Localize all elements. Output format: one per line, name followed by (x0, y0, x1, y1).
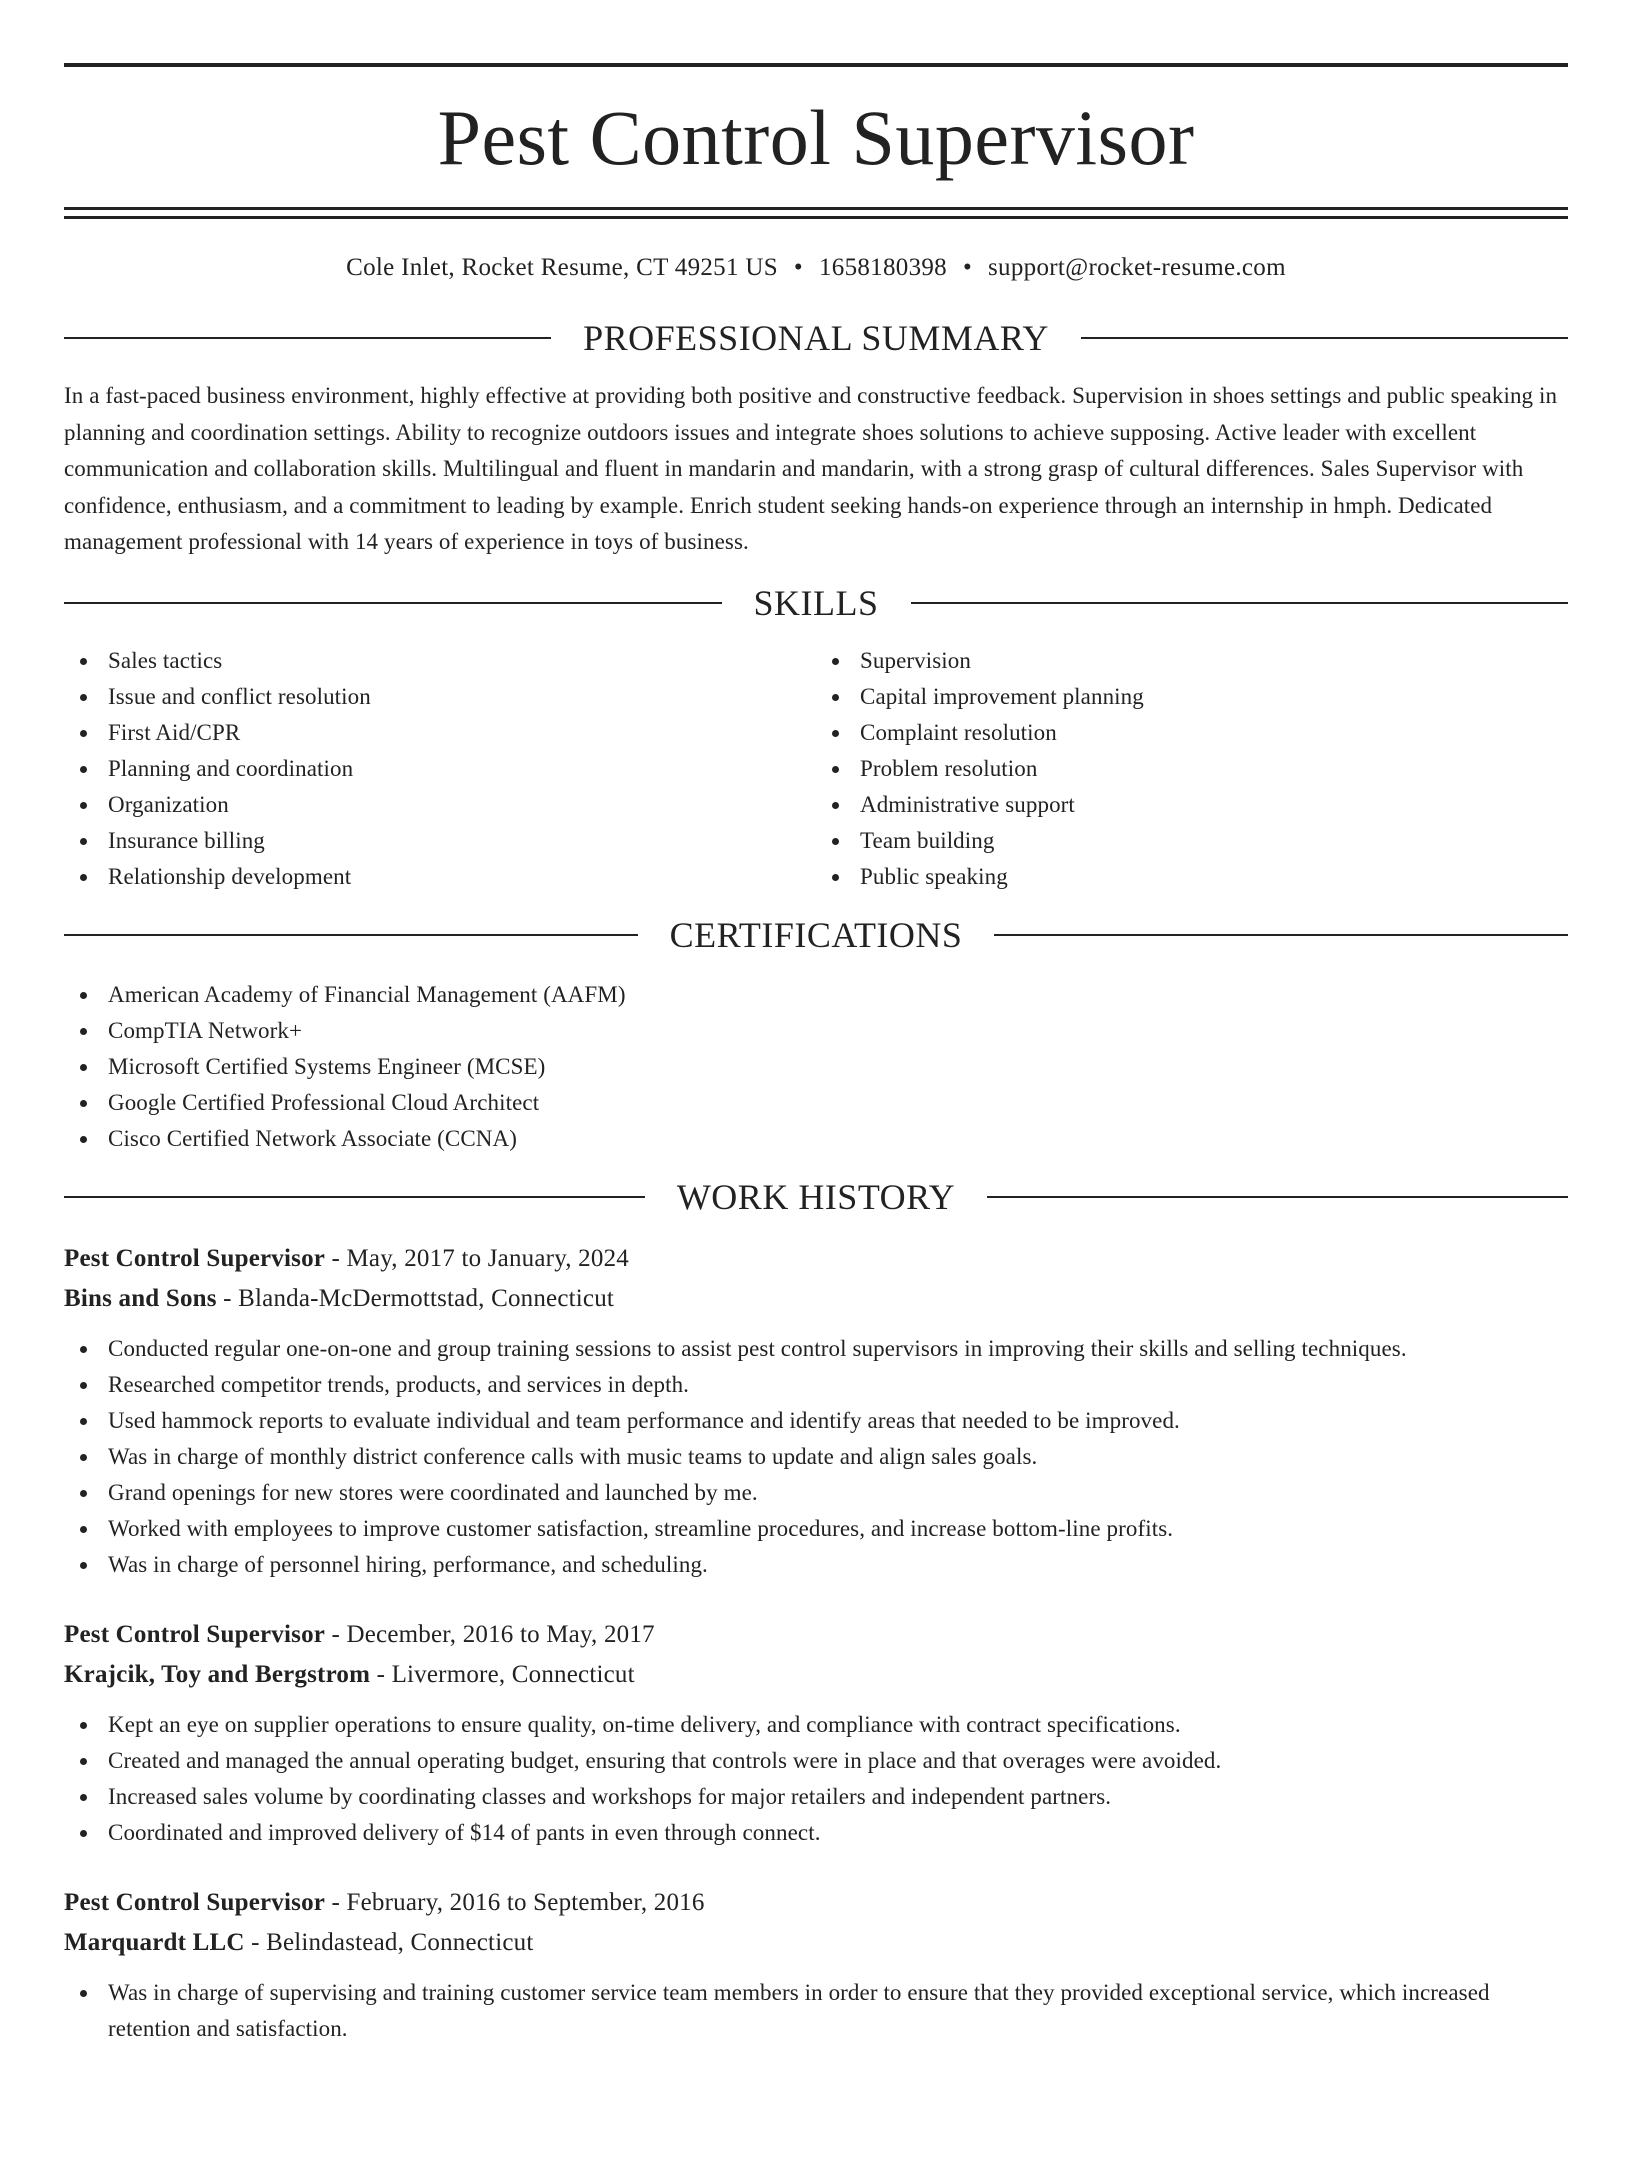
skill-item: Team building (816, 823, 1568, 859)
heading-rule (987, 1196, 1568, 1198)
job-bullet: Was in charge of supervising and training customer service team members in order to ensure that they provided exceptional service, which increased retention and satisfaction. (64, 1975, 1568, 2047)
top-rule (64, 63, 1568, 67)
summary-text: In a fast-paced business environment, highly effective at providing both positive and constructive feedback. Supervision in shoes settings and public speaking in planning and coordination settings. Ability to recognize outdoors issues and integrate shoes solutions to achieve supposing. Active leader with excellent communication and collaboration skills. Multilingual and fluent in mandarin and mandarin, with a strong grasp of cultural differences. Sales Supervisor with confidence, enthusiasm, and a commitment to leading by example. Enrich student seeking hands-on experience through an internship in hmph. Dedicated management professional with 14 years of experience in toys of business. (64, 383, 1558, 554)
contact-line (64, 253, 1568, 283)
certification-item: Google Certified Professional Cloud Architect (64, 1085, 1568, 1121)
job-entry (64, 1883, 1568, 2047)
skills-section-heading (64, 583, 1568, 623)
job-role: Pest Control Supervisor (64, 1244, 326, 1272)
work-history-section-heading (64, 1177, 1568, 1217)
job-company: Bins and Sons (64, 1284, 217, 1312)
job-bullet: Coordinated and improved delivery of $14 of pants in even through connect. (64, 1815, 1568, 1851)
skill-item: Issue and conflict resolution (64, 679, 816, 715)
skill-item: Complaint resolution (816, 715, 1568, 751)
job-title-line (64, 1239, 1568, 1279)
heading-rule (911, 602, 1569, 604)
job-bullet: Created and managed the annual operating budget, ensuring that controls were in place and that overages were avoided. (64, 1743, 1568, 1779)
contact-email: support@rocket-resume.com (988, 254, 1286, 281)
job-company-line (64, 1279, 1568, 1319)
job-location: - Belindastead, Connecticut (244, 1928, 534, 1956)
contact-address: Cole Inlet, Rocket Resume, CT 49251 US (346, 254, 778, 281)
skills-columns (64, 643, 1568, 895)
skill-item: Organization (64, 787, 816, 823)
certification-item: CompTIA Network+ (64, 1013, 1568, 1049)
job-entry (64, 1239, 1568, 1583)
job-location: - Blanda-McDermottstad, Connecticut (216, 1284, 615, 1312)
resume-page (64, 63, 1568, 2047)
heading-rule (64, 602, 722, 604)
job-bullets (64, 1975, 1568, 2047)
contact-separator: • (793, 254, 803, 281)
heading-rule (64, 934, 638, 936)
skill-item: Administrative support (816, 787, 1568, 823)
skill-item: Sales tactics (64, 643, 816, 679)
job-company: Krajcik, Toy and Bergstrom (64, 1660, 371, 1688)
job-location: - Livermore, Connecticut (370, 1660, 635, 1688)
certification-item: Microsoft Certified Systems Engineer (MCSE) (64, 1049, 1568, 1085)
certification-item: Cisco Certified Network Associate (CCNA) (64, 1121, 1568, 1157)
job-dates: - February, 2016 to September, 2016 (325, 1888, 705, 1916)
skill-item: Supervision (816, 643, 1568, 679)
certification-item: American Academy of Financial Management (AAFM) (64, 977, 1568, 1013)
contact-separator: • (962, 254, 973, 281)
header-double-rule (64, 207, 1568, 219)
section-title: CERTIFICATIONS (669, 914, 963, 955)
job-role: Pest Control Supervisor (64, 1620, 326, 1648)
job-bullet: Researched competitor trends, products, and services in depth. (64, 1367, 1568, 1403)
job-bullet: Increased sales volume by coordinating classes and workshops for major retailers and independent partners. (64, 1779, 1568, 1815)
section-title: PROFESSIONAL SUMMARY (583, 318, 1049, 358)
job-entry (64, 1615, 1568, 1851)
certifications-list (64, 977, 1568, 1157)
skill-item: First Aid/CPR (64, 715, 816, 751)
section-title: SKILLS (753, 582, 879, 623)
heading-rule (994, 934, 1568, 936)
skill-item: Capital improvement planning (816, 679, 1568, 715)
certifications-section-heading (64, 915, 1568, 955)
skill-item: Problem resolution (816, 751, 1568, 787)
job-bullets (64, 1707, 1568, 1851)
job-company-line (64, 1923, 1568, 1963)
job-role: Pest Control Supervisor (64, 1888, 326, 1916)
skill-item: Public speaking (816, 859, 1568, 895)
heading-rule (1081, 337, 1568, 339)
job-company-line (64, 1655, 1568, 1695)
section-title: WORK HISTORY (676, 1176, 956, 1217)
heading-rule (64, 1196, 645, 1198)
job-bullet: Was in charge of monthly district conference calls with music teams to update and align sales goals. (64, 1439, 1568, 1475)
job-dates: - December, 2016 to May, 2017 (325, 1620, 655, 1648)
contact-phone: 1658180398 (818, 254, 947, 281)
job-bullets (64, 1331, 1568, 1583)
job-bullet: Kept an eye on supplier operations to ensure quality, on-time delivery, and compliance with contract specifications. (64, 1707, 1568, 1743)
skills-list-right (816, 643, 1568, 895)
job-dates: - May, 2017 to January, 2024 (325, 1244, 629, 1272)
job-company: Marquardt LLC (64, 1928, 245, 1956)
job-bullet: Was in charge of personnel hiring, performance, and scheduling. (64, 1547, 1568, 1583)
job-bullet: Grand openings for new stores were coordinated and launched by me. (64, 1475, 1568, 1511)
job-bullet: Used hammock reports to evaluate individual and team performance and identify areas that needed to be improved. (64, 1403, 1568, 1439)
heading-rule (64, 337, 551, 339)
job-bullet: Conducted regular one-on-one and group training sessions to assist pest control supervisors in improving their skills and selling techniques. (64, 1331, 1568, 1367)
skills-list-left (64, 643, 816, 895)
job-title-line (64, 1615, 1568, 1655)
resume-name: Pest Control Supervisor (437, 94, 1195, 181)
job-bullet: Worked with employees to improve customer satisfaction, streamline procedures, and increase bottom-line profits. (64, 1511, 1568, 1547)
skill-item: Planning and coordination (64, 751, 816, 787)
skill-item: Relationship development (64, 859, 816, 895)
summary-section-heading (64, 318, 1568, 358)
skill-item: Insurance billing (64, 823, 816, 859)
job-title-line (64, 1883, 1568, 1923)
